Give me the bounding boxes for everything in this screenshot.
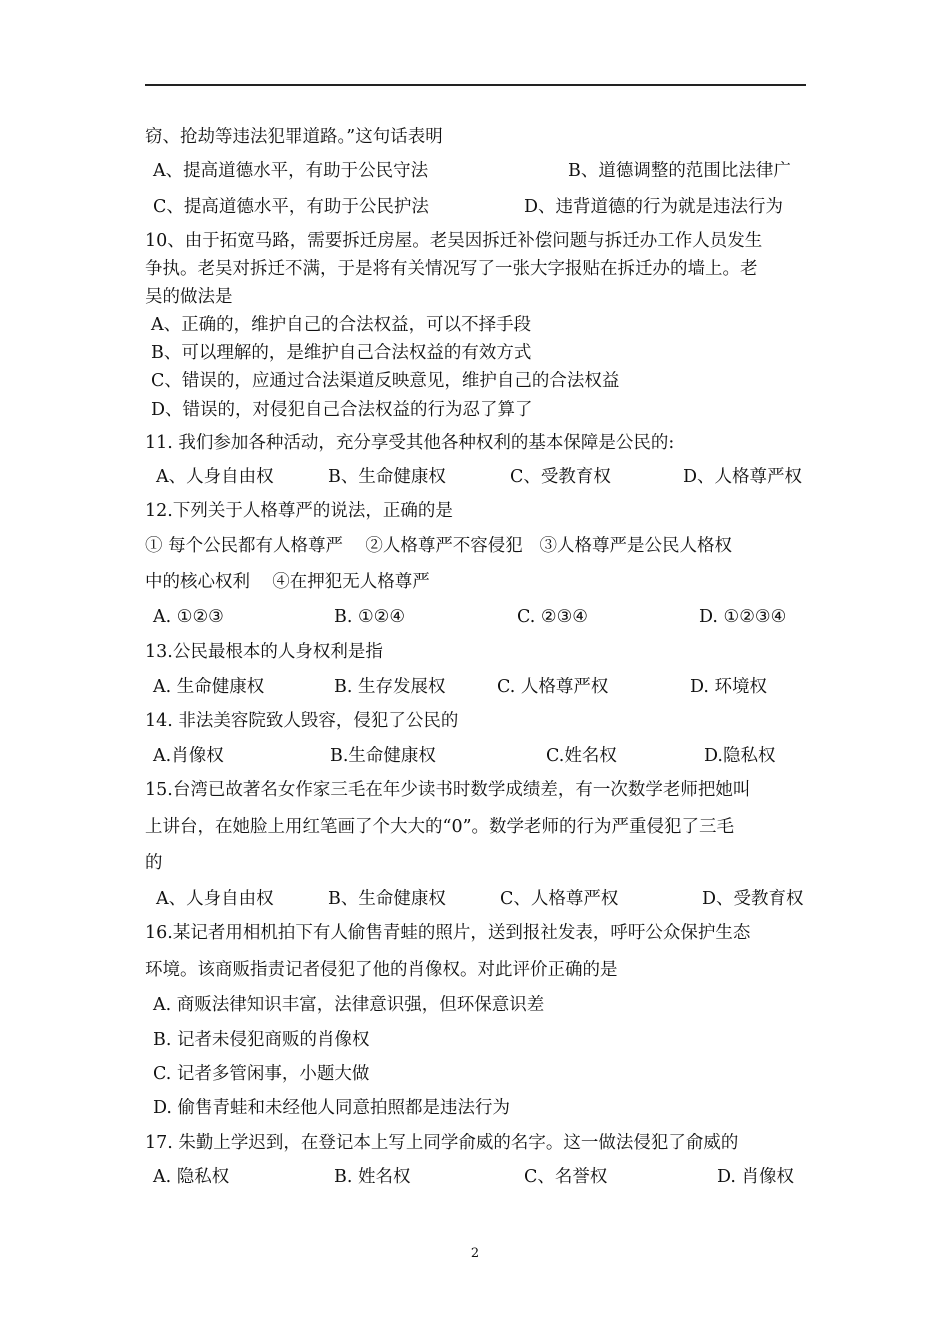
page-number: 2 (470, 1246, 480, 1261)
question-14-stem: 14. 非法美容院致人毁容，侵犯了公民的 (145, 711, 459, 731)
q12-option-d: D. ①②③④ (699, 607, 787, 627)
header-rule (145, 84, 806, 86)
q15-option-d: D、受教育权 (702, 889, 804, 909)
q9-option-a: A、提高道德水平，有助于公民守法 (153, 161, 429, 181)
question-10-line-2: 争执。老吴对拆迁不满，于是将有关情况写了一张大字报贴在拆迁办的墙上。老 (145, 259, 758, 279)
question-16-line-1: 16.某记者用相机拍下有人偷售青蛙的照片，送到报社发表，呼吁公众保护生态 (145, 923, 751, 943)
q10-option-c: C、错误的，应通过合法渠道反映意见，维护自己的合法权益 (151, 371, 620, 391)
q16-option-d: D. 偷售青蛙和未经他人同意拍照都是违法行为 (153, 1098, 511, 1118)
q12-option-a: A. ①②③ (153, 607, 224, 627)
question-12-statements-1: ① 每个公民都有人格尊严 ②人格尊严不容侵犯 ③人格尊严是公民人格权 (145, 536, 732, 556)
question-17-stem: 17. 朱勤上学迟到，在登记本上写上同学俞威的名字。这一做法侵犯了俞威的 (145, 1133, 739, 1153)
q12-option-c: C. ②③④ (517, 607, 588, 627)
q9-option-b: B、道德调整的范围比法律广 (568, 161, 791, 181)
q17-option-a: A. 隐私权 (153, 1167, 230, 1187)
q15-option-a: A、人身自由权 (156, 889, 274, 909)
question-9-stem: 窃、抢劫等违法犯罪道路。”这句话表明 (145, 127, 443, 147)
q11-option-a: A、人身自由权 (156, 467, 274, 487)
q16-option-b: B. 记者未侵犯商贩的肖像权 (153, 1030, 370, 1050)
q17-option-b: B. 姓名权 (334, 1167, 411, 1187)
q13-option-a: A. 生命健康权 (153, 677, 265, 697)
q15-option-b: B、生命健康权 (328, 889, 446, 909)
q14-option-a: A.肖像权 (153, 746, 224, 766)
q13-option-b: B. 生存发展权 (334, 677, 446, 697)
question-15-line-2: 上讲台，在她脸上用红笔画了个大大的“0”。数学老师的行为严重侵犯了三毛 (145, 817, 735, 837)
question-15-line-3: 的 (145, 853, 163, 873)
q15-option-c: C、人格尊严权 (500, 889, 619, 909)
q11-option-c: C、受教育权 (510, 467, 611, 487)
q13-option-c: C. 人格尊严权 (497, 677, 609, 697)
q14-option-b: B.生命健康权 (330, 746, 436, 766)
q9-option-d: D、违背道德的行为就是违法行为 (524, 197, 784, 217)
question-12-statements-2: 中的核心权利 ④在押犯无人格尊严 (145, 572, 430, 592)
q17-option-c: C、名誉权 (524, 1167, 608, 1187)
question-16-line-2: 环境。该商贩指责记者侵犯了他的肖像权。对此评价正确的是 (145, 960, 618, 980)
q9-option-c: C、提高道德水平，有助于公民护法 (153, 197, 429, 217)
q10-option-b: B、可以理解的，是维护自己合法权益的有效方式 (151, 343, 532, 363)
question-11-stem: 11. 我们参加各种活动，充分享受其他各种权利的基本保障是公民的: (145, 433, 675, 453)
q10-option-a: A、正确的，维护自己的合法权益，可以不择手段 (151, 315, 532, 335)
question-10-line-1: 10、由于拓宽马路，需要拆迁房屋。老吴因拆迁补偿问题与拆迁办工作人员发生 (145, 231, 763, 251)
q11-option-b: B、生命健康权 (328, 467, 446, 487)
q16-option-c: C. 记者多管闲事，小题大做 (153, 1064, 370, 1084)
question-15-line-1: 15.台湾已故著名女作家三毛在年少读书时数学成绩差，有一次数学老师把她叫 (145, 780, 751, 800)
q16-option-a: A. 商贩法律知识丰富，法律意识强，但环保意识差 (153, 995, 545, 1015)
question-10-line-3: 吴的做法是 (145, 287, 233, 307)
question-12-stem: 12.下列关于人格尊严的说法，正确的是 (145, 501, 453, 521)
q14-option-c: C.姓名权 (546, 746, 617, 766)
q14-option-d: D.隐私权 (704, 746, 776, 766)
question-13-stem: 13.公民最根本的人身权利是指 (145, 642, 383, 662)
q10-option-d: D、错误的，对侵犯自己合法权益的行为忍了算了 (151, 400, 533, 420)
q11-option-d: D、人格尊严权 (683, 467, 803, 487)
q13-option-d: D. 环境权 (690, 677, 768, 697)
q12-option-b: B. ①②④ (334, 607, 406, 627)
q17-option-d: D. 肖像权 (717, 1167, 795, 1187)
